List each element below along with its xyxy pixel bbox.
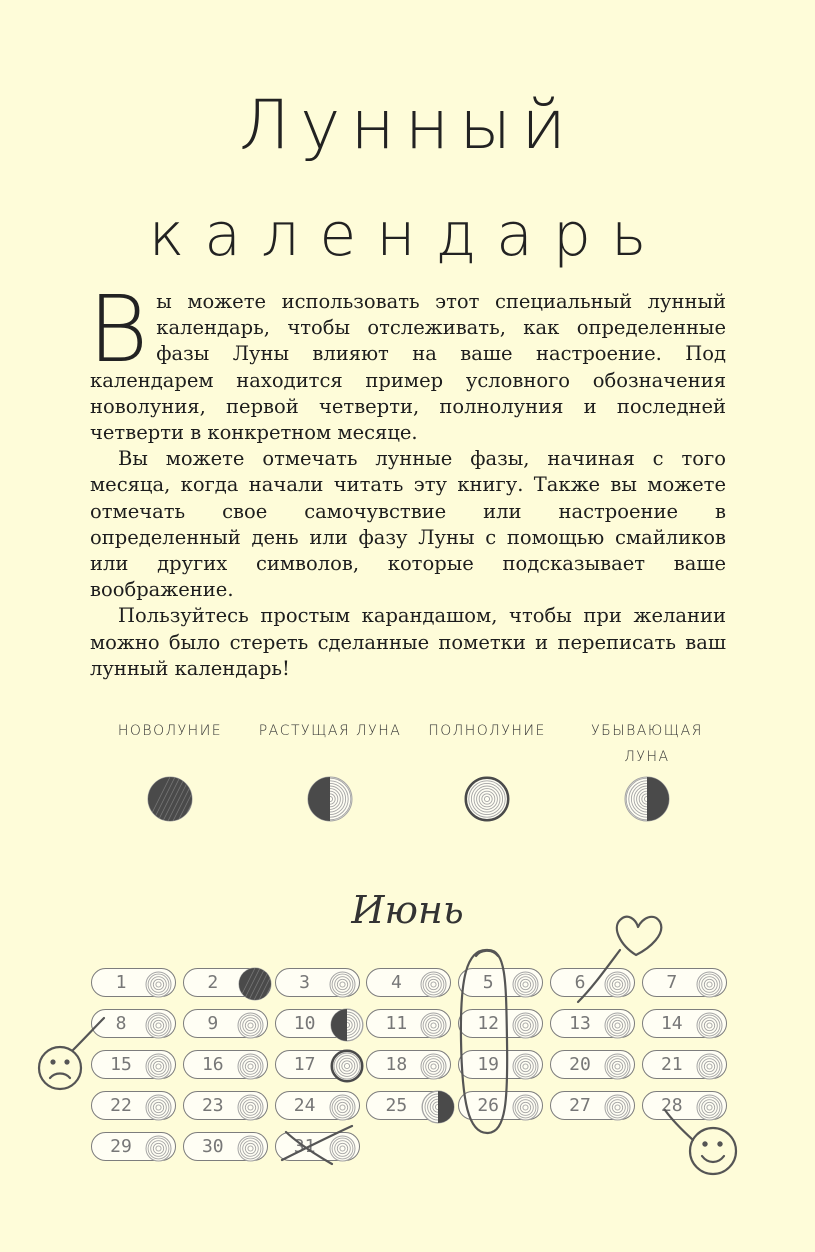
day-number: 5 [482,972,494,993]
moon-new-icon [237,966,273,1002]
legend-moon-full-icon [463,775,511,823]
moon-blank-icon [144,1052,173,1081]
day-number: 4 [390,972,402,993]
calendar-day-5[interactable] [458,968,543,997]
drop-cap: В [88,276,149,383]
legend-label-waxing: РАСТУЩАЯ ЛУНА [258,723,402,739]
day-number: 13 [569,1013,591,1034]
day-number: 1 [115,972,127,993]
day-number: 30 [201,1136,224,1157]
moon-blank-icon [603,970,632,999]
intro-text [88,276,726,682]
moon-blank-icon [144,970,173,999]
moon-blank-icon [236,1093,265,1122]
calendar-day-16[interactable] [183,1050,268,1079]
moon-blank-icon [695,1052,724,1081]
legend-label-new: НОВОЛУНИЕ [117,723,223,739]
moon-waxing-icon [329,1007,365,1043]
day-number: 23 [201,1095,224,1116]
calendar-day-25[interactable] [366,1091,451,1120]
calendar-day-30[interactable] [183,1132,268,1161]
day-number: 2 [207,972,219,993]
moon-blank-icon [419,1052,448,1081]
day-number: 29 [110,1136,132,1157]
calendar-day-14[interactable] [642,1009,727,1038]
moon-blank-icon [695,1011,724,1040]
moon-blank-icon [144,1093,173,1122]
moon-blank-icon [603,1093,632,1122]
calendar-day-3[interactable] [275,968,360,997]
day-number: 16 [201,1054,224,1075]
calendar-day-13[interactable] [550,1009,635,1038]
calendar-day-24[interactable] [275,1091,360,1120]
moon-blank-icon [328,970,357,999]
day-number: 28 [660,1095,683,1116]
calendar-day-19[interactable] [458,1050,543,1079]
calendar-day-8[interactable] [91,1009,176,1038]
day-number: 11 [385,1013,408,1034]
day-number: 31 [293,1136,316,1157]
calendar-day-31[interactable] [275,1132,360,1161]
moon-blank-icon [511,1011,540,1040]
day-number: 15 [110,1054,132,1075]
title-line-2: календарь [148,200,667,270]
legend-moon-new-icon [146,775,194,823]
day-number: 18 [385,1054,408,1075]
calendar-day-27[interactable] [550,1091,635,1120]
calendar-day-4[interactable] [366,968,451,997]
moon-blank-icon [144,1134,173,1163]
day-number: 25 [385,1095,408,1116]
sad-face-doodle [39,1047,81,1089]
intro-paragraph-3: Пользуйтесь простым карандашом, чтобы при желании можно было стереть сделанные пометки и переписать ваш лунный календарь! [90,604,726,680]
calendar-day-10[interactable] [275,1009,360,1038]
calendar-day-23[interactable] [183,1091,268,1120]
calendar-day-2[interactable] [183,968,268,997]
moon-blank-icon [328,1093,357,1122]
moon-blank-icon [419,970,448,999]
month-title: Июнь [351,888,464,932]
intro-paragraph-1: ы можете использовать этот специальный лунный календарь, чтобы отслеживать, как определенные фазы Луны влияют на ваше настроение. Под календарем находится пример условного обозначения новолуния, первой четверти, полнолуния и последней четверти в конкретном месяце. [90,290,726,445]
calendar-day-22[interactable] [91,1091,176,1120]
moon-blank-icon [603,1011,632,1040]
calendar-day-29[interactable] [91,1132,176,1161]
legend-moon-waning-icon [623,775,671,823]
calendar-day-15[interactable] [91,1050,176,1079]
moon-blank-icon [236,1052,265,1081]
calendar-day-28[interactable] [642,1091,727,1120]
day-number: 12 [477,1013,500,1034]
day-number: 19 [477,1054,500,1075]
calendar-day-9[interactable] [183,1009,268,1038]
moon-blank-icon [236,1011,265,1040]
day-number: 26 [477,1095,500,1116]
day-number: 9 [207,1013,219,1034]
day-number: 27 [569,1095,591,1116]
calendar-day-6[interactable] [550,968,635,997]
day-number: 22 [110,1095,132,1116]
day-number: 21 [660,1054,683,1075]
calendar-day-20[interactable] [550,1050,635,1079]
moon-blank-icon [511,1052,540,1081]
intro-paragraph-2: Вы можете отмечать лунные фазы, начиная с того месяца, когда начали читать эту книгу. Также вы можете отмечать свое самочувствие или настроение в определенный день или фазу Луны с помощью смайликов или других символов, которые подсказывает ваше воображение. [90,447,726,602]
calendar-day-18[interactable] [366,1050,451,1079]
moon-blank-icon [236,1134,265,1163]
moon-blank-icon [511,970,540,999]
moon-blank-icon [328,1134,357,1163]
calendar-day-26[interactable] [458,1091,543,1120]
legend-label-full: ПОЛНОЛУНИЕ [428,723,546,739]
day-number: 17 [293,1054,316,1075]
day-number: 8 [115,1013,127,1034]
moon-blank-icon [603,1052,632,1081]
day-number: 20 [569,1054,591,1075]
day-number: 7 [666,972,678,993]
day-number: 14 [660,1013,683,1034]
legend-label-waning: УБЫВАЮЩАЯ ЛУНА [591,723,703,765]
calendar-day-11[interactable] [366,1009,451,1038]
day-number: 3 [299,972,311,993]
calendar-day-12[interactable] [458,1009,543,1038]
moon-full-icon [329,1048,365,1084]
happy-face-doodle [690,1128,736,1174]
calendar-day-7[interactable] [642,968,727,997]
day-number: 10 [293,1013,316,1034]
day-number: 6 [574,972,586,993]
moon-blank-icon [419,1011,448,1040]
moon-blank-icon [144,1011,173,1040]
calendar-day-17[interactable] [275,1050,360,1079]
legend-moon-waxing-icon [306,775,354,823]
moon-blank-icon [695,1093,724,1122]
calendar-day-1[interactable] [91,968,176,997]
title-line-1: Лунный [238,86,577,165]
moon-waning-icon [420,1089,456,1125]
moon-blank-icon [511,1093,540,1122]
day-number: 24 [293,1095,316,1116]
moon-blank-icon [695,970,724,999]
calendar-day-21[interactable] [642,1050,727,1079]
